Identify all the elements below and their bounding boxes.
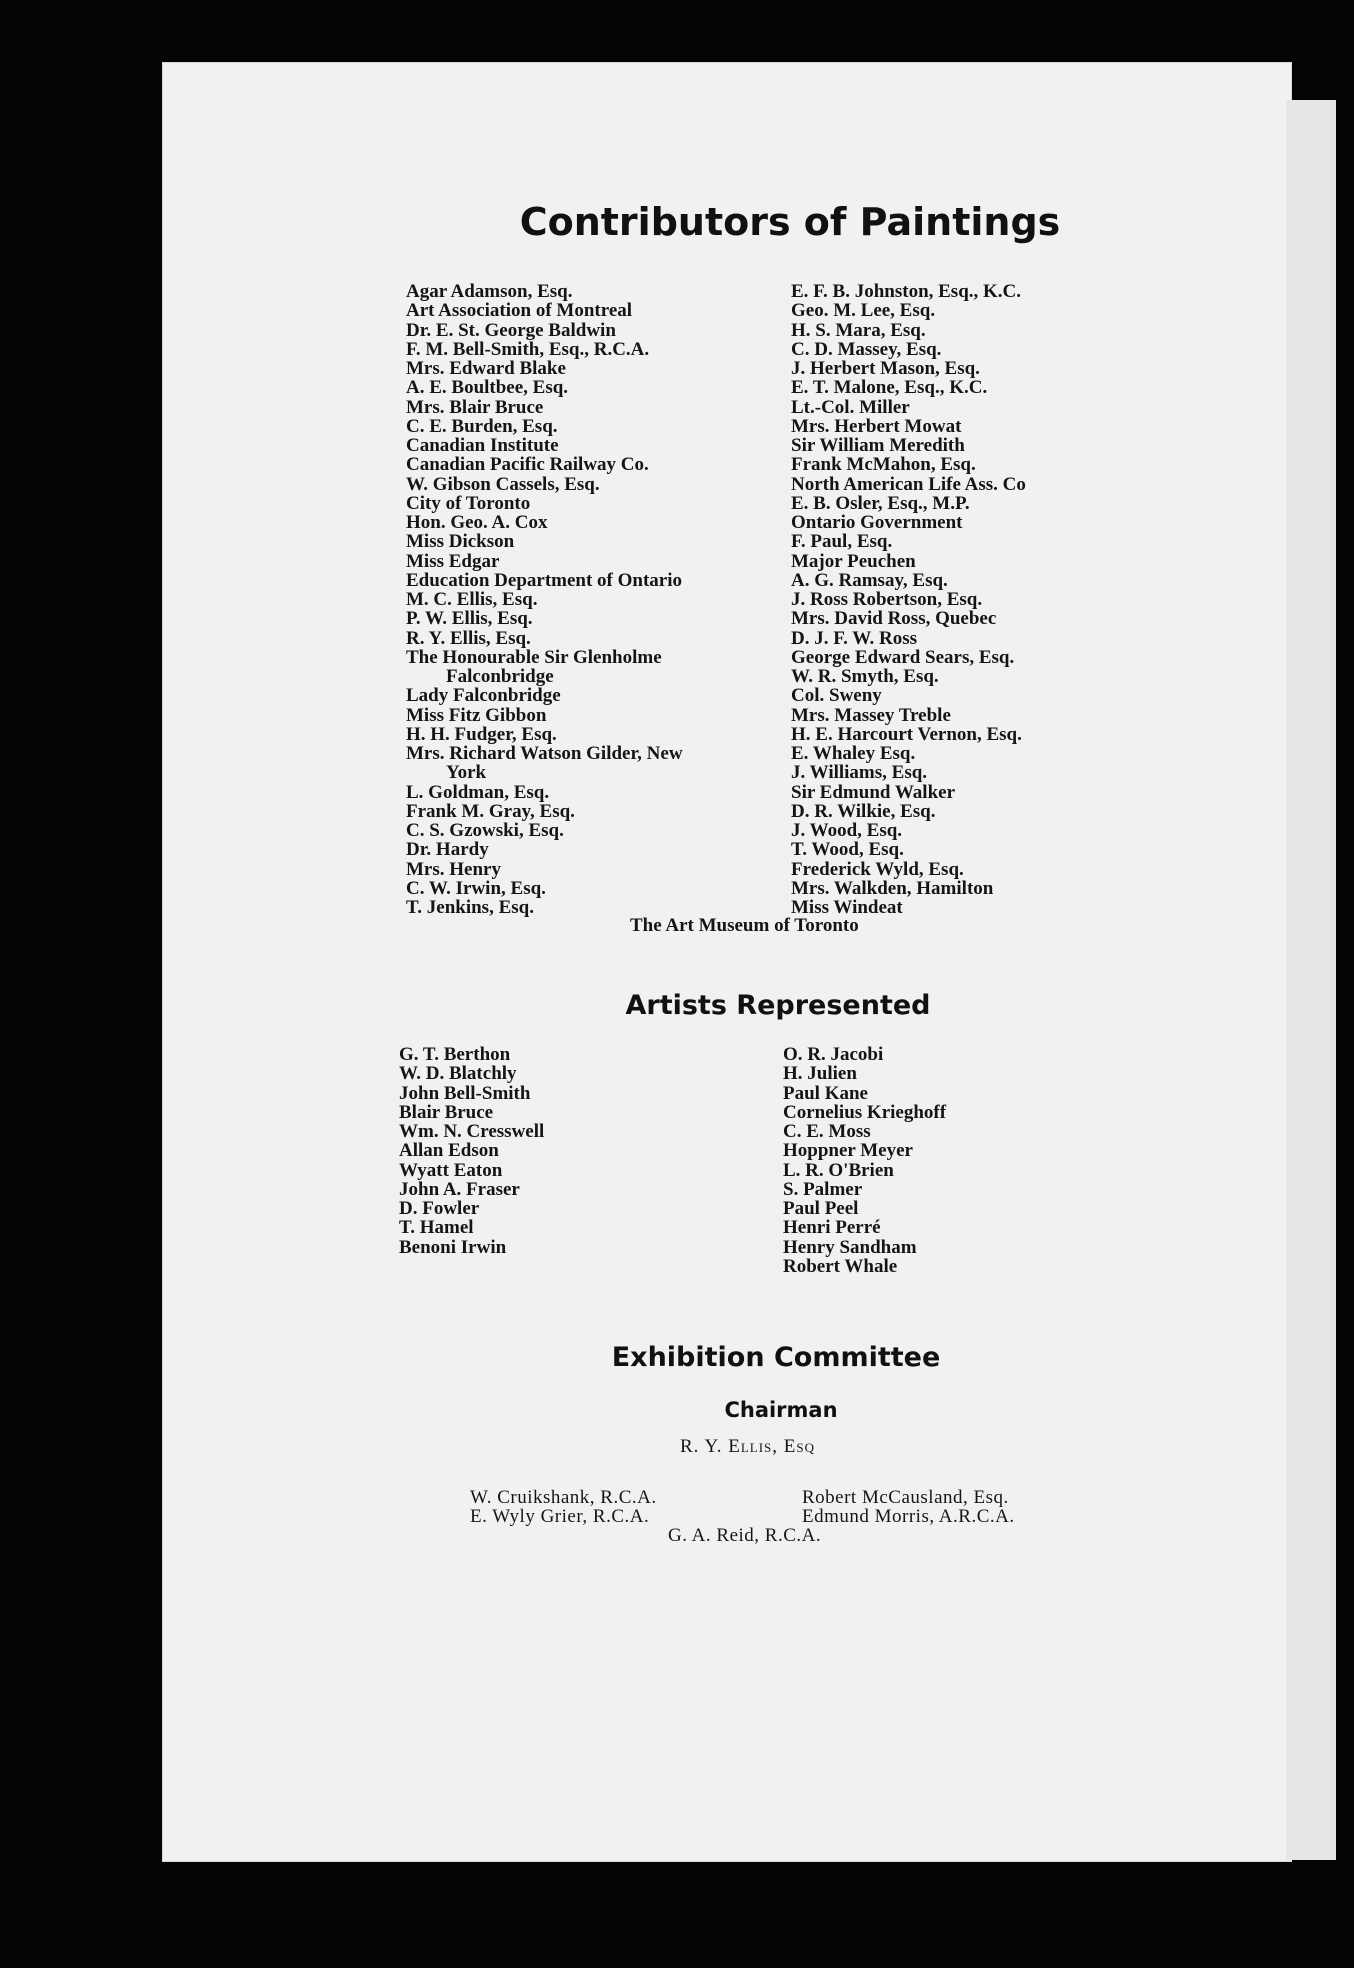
- committee-member: W. Cruikshank, R.C.A.: [470, 1487, 657, 1508]
- artist-entry: Paul Peel: [783, 1198, 859, 1219]
- contributor-entry: C. W. Irwin, Esq.: [406, 877, 546, 899]
- contributor-entry: E. B. Osler, Esq., M.P.: [791, 492, 970, 514]
- facing-page-edge: [1286, 100, 1336, 1860]
- artist-entry: C. E. Moss: [783, 1121, 871, 1142]
- contributor-entry: Geo. M. Lee, Esq.: [791, 300, 936, 322]
- contributor-entry: Mrs. Walkden, Hamilton: [791, 877, 994, 899]
- artist-entry: L. R. O'Brien: [783, 1159, 894, 1181]
- artist-entry: John Bell-Smith: [399, 1082, 531, 1104]
- artists-heading: Artists Represented: [625, 990, 931, 1021]
- artist-entry: Cornelius Krieghoff: [783, 1101, 947, 1123]
- contributor-entry: E. T. Malone, Esq., K.C.: [791, 377, 988, 399]
- contributor-entry: D. J. F. W. Ross: [791, 627, 918, 649]
- contributor-entry: Miss Edgar: [406, 550, 500, 572]
- contributor-entry: T. Jenkins, Esq.: [406, 897, 534, 918]
- contributor-entry: Lt.-Col. Miller: [791, 396, 910, 418]
- contributor-entry: Lady Falconbridge: [406, 685, 561, 707]
- contributor-entry: Agar Adamson, Esq.: [406, 281, 573, 302]
- contributor-entry: Art Association of Montreal: [406, 300, 633, 322]
- contributor-entry: H. S. Mara, Esq.: [791, 319, 926, 341]
- committee-member: Edmund Morris, A.R.C.A.: [802, 1506, 1015, 1527]
- chairman-label: Chairman: [724, 1398, 838, 1422]
- contributor-entry: Sir William Meredith: [791, 435, 965, 456]
- artists-left-column: [399, 1045, 544, 1257]
- contributor-entry: W. R. Smyth, Esq.: [791, 666, 939, 687]
- contributor-entry: H. H. Fudger, Esq.: [406, 723, 557, 745]
- contributor-entry: E. Whaley Esq.: [791, 743, 916, 764]
- artist-entry: Henri Perré: [783, 1217, 881, 1239]
- contributor-entry: Miss Fitz Gibbon: [406, 704, 547, 726]
- artist-entry: Robert Whale: [783, 1255, 898, 1277]
- contributor-entry: Falconbridge: [446, 666, 554, 687]
- contributor-entry: D. R. Wilkie, Esq.: [791, 800, 936, 822]
- artist-entry: Wyatt Eaton: [399, 1159, 503, 1181]
- artist-entry: Henry Sandham: [783, 1236, 917, 1258]
- contributor-entry: Mrs. Henry: [406, 858, 501, 880]
- artist-entry: Blair Bruce: [399, 1101, 494, 1123]
- contributors-footer: The Art Museum of Toronto: [630, 915, 859, 936]
- contributor-entry: Sir Edmund Walker: [791, 781, 956, 803]
- contributor-entry: L. Goldman, Esq.: [406, 781, 550, 803]
- contributor-entry: Frank McMahon, Esq.: [791, 454, 976, 476]
- contributor-entry: W. Gibson Cassels, Esq.: [406, 473, 600, 495]
- committee-members-right: [802, 1488, 1015, 1526]
- contributor-entry: The Honourable Sir Glenholme: [406, 646, 662, 668]
- contributors-heading: Contributors of Paintings: [519, 200, 1061, 244]
- artist-entry: D. Fowler: [399, 1198, 480, 1219]
- contributor-entry: A. G. Ramsay, Esq.: [791, 569, 948, 591]
- contributor-entry: Mrs. Blair Bruce: [406, 396, 544, 418]
- committee-member: E. Wyly Grier, R.C.A.: [470, 1506, 650, 1527]
- artist-entry: Paul Kane: [783, 1082, 868, 1104]
- committee-heading: Exhibition Committee: [611, 1342, 941, 1373]
- contributor-entry: M. C. Ellis, Esq.: [406, 589, 538, 610]
- artist-entry: S. Palmer: [783, 1178, 863, 1200]
- contributor-entry: Mrs. David Ross, Quebec: [791, 608, 997, 630]
- artist-entry: Benoni Irwin: [399, 1236, 507, 1258]
- contributor-entry: Mrs. Richard Watson Gilder, New: [406, 743, 683, 764]
- contributor-entry: George Edward Sears, Esq.: [791, 646, 1015, 668]
- contributor-entry: Frederick Wyld, Esq.: [791, 858, 964, 880]
- contributor-entry: Miss Dickson: [406, 531, 515, 553]
- committee-member-center: G. A. Reid, R.C.A.: [668, 1525, 822, 1546]
- contributor-entry: C. E. Burden, Esq.: [406, 415, 558, 437]
- contributor-entry: Dr. Hardy: [406, 839, 489, 861]
- contributor-entry: City of Toronto: [406, 492, 531, 514]
- artist-entry: W. D. Blatchly: [399, 1063, 517, 1085]
- contributor-entry: Dr. E. St. George Baldwin: [406, 319, 616, 341]
- artist-entry: Hoppner Meyer: [783, 1140, 913, 1162]
- contributor-entry: Canadian Pacific Railway Co.: [406, 454, 649, 476]
- contributor-entry: E. F. B. Johnston, Esq., K.C.: [791, 281, 1022, 302]
- artist-entry: H. Julien: [783, 1063, 857, 1085]
- contributor-entry: F. M. Bell-Smith, Esq., R.C.A.: [406, 338, 650, 360]
- contributor-entry: P. W. Ellis, Esq.: [406, 608, 533, 630]
- contributor-entry: J. Williams, Esq.: [791, 762, 928, 784]
- contributor-entry: Mrs. Edward Blake: [406, 358, 566, 379]
- artist-entry: O. R. Jacobi: [783, 1044, 884, 1065]
- chairman-name: R. Y. Ellis, Esq: [680, 1436, 816, 1457]
- contributor-entry: H. E. Harcourt Vernon, Esq.: [791, 723, 1022, 745]
- contributor-entry: A. E. Boultbee, Esq.: [406, 377, 569, 399]
- artist-entry: G. T. Berthon: [399, 1044, 511, 1065]
- artist-entry: John A. Fraser: [399, 1178, 520, 1200]
- contributor-entry: Ontario Government: [791, 512, 963, 533]
- artist-entry: Allan Edson: [399, 1140, 499, 1162]
- contributor-entry: Hon. Geo. A. Cox: [406, 512, 548, 533]
- contributors-right-column: [791, 282, 1026, 917]
- contributor-entry: Col. Sweny: [791, 685, 882, 707]
- contributor-entry: C. D. Massey, Esq.: [791, 338, 942, 360]
- contributor-entry: Frank M. Gray, Esq.: [406, 800, 575, 822]
- committee-members-left: [470, 1488, 657, 1526]
- contributor-entry: North American Life Ass. Co: [791, 473, 1026, 495]
- contributor-entry: Education Department of Ontario: [406, 569, 683, 591]
- contributor-entry: Mrs. Herbert Mowat: [791, 415, 962, 437]
- contributor-entry: T. Wood, Esq.: [791, 839, 904, 861]
- artists-right-column: [783, 1045, 946, 1276]
- contributor-entry: R. Y. Ellis, Esq.: [406, 627, 531, 649]
- artist-entry: T. Hamel: [399, 1217, 474, 1239]
- contributor-entry: J. Ross Robertson, Esq.: [791, 589, 983, 610]
- contributor-entry: York: [446, 762, 487, 784]
- contributors-left-column: [406, 282, 683, 917]
- contributor-entry: C. S. Gzowski, Esq.: [406, 820, 564, 841]
- contributor-entry: Miss Windeat: [791, 897, 903, 918]
- contributor-entry: Mrs. Massey Treble: [791, 704, 951, 726]
- contributor-entry: Canadian Institute: [406, 435, 559, 456]
- artist-entry: Wm. N. Cresswell: [399, 1121, 545, 1142]
- contributor-entry: J. Wood, Esq.: [791, 820, 903, 841]
- contributor-entry: F. Paul, Esq.: [791, 531, 893, 553]
- committee-member: Robert McCausland, Esq.: [802, 1487, 1009, 1508]
- contributor-entry: J. Herbert Mason, Esq.: [791, 358, 980, 379]
- page: [162, 62, 1292, 1862]
- contributor-entry: Major Peuchen: [791, 550, 916, 572]
